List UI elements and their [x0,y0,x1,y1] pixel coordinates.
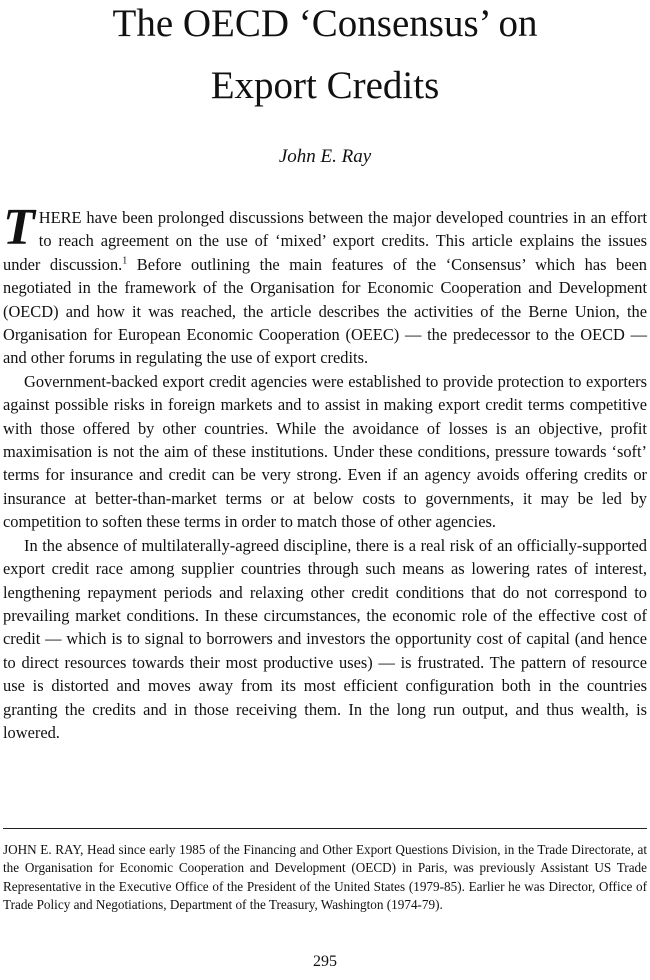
paragraph-1-rest: Before outlining the main features of the ‘Consensus’ which has been negotiated in the framework of the Organisation for Economic Cooperation and Development (OECD) and how it was reached, the article describes the activities of the Berne Union, the Organisation for European Economic Cooperation (OEEC) — the predecessor to the OECD — and other forums in regulating the use of export credits. [3,254,647,368]
author-name: John E. Ray [278,146,372,167]
article-title-line-1: The OECD ‘Consensus’ on [112,2,538,45]
author-footnote: JOHN E. RAY, Head since early 1985 of the Financing and Other Export Questions Division, in the Trade Directorate, at the Organisation for Economic Cooperation and Development (OECD) in Paris, was previously Assistant US Trade Representative in the Executive Office of the President of the United States (1979-85). Earlier he was Director, Office of Trade Policy and Negotiations, Department of the Treasury, Washington (1974-79). [3,842,647,913]
article-body [3,199,647,744]
page-number: 295 [313,953,337,970]
footnote-marker: 1 [122,255,128,267]
paragraph-1 [3,199,647,370]
footnote-divider [3,828,647,829]
paragraph-2: Government-backed export credit agencies were established to provide protection to exporters against possible risks in foreign markets and to assist in making export credit terms competitive with those offered by other countries. While the avoidance of losses is an objective, profit maximisation is not the aim of these institutions. Under these conditions, pressure towards ‘soft’ terms for insurance and credit can be very strong. Even if an agency avoids offering credits or insurance at better-than-market terms or at below costs to governments, it may be led by competition to soften these terms in order to match those of other agencies. [3,371,647,532]
drop-cap: T [3,199,35,256]
paragraph-3: In the absence of multilaterally-agreed discipline, there is a real risk of an officially-supported export credit race among supplier countries through such means as lowering rates of interest, lengthening repayment periods and relaxing other credit conditions that do not correspond to prevailing market conditions. In these circumstances, the economic role of the effective cost of credit — which is to signal to borrowers and investors the opportunity cost of capital (and hence to direct resources towards their most productive uses) — is frustrated. The pattern of resource use is distorted and moves away from its most efficient configuration both in the countries granting the credits and in those receiving them. In the long run output, and thus wealth, is lowered. [3,535,647,742]
paragraph-1-lead: HERE have been prolonged discussions between the major developed countries in an effort to reach agreement on the use of ‘mixed’ export credits. This article explains the issues under discussion. [3,208,647,274]
article-title-line-2: Export Credits [210,64,440,107]
